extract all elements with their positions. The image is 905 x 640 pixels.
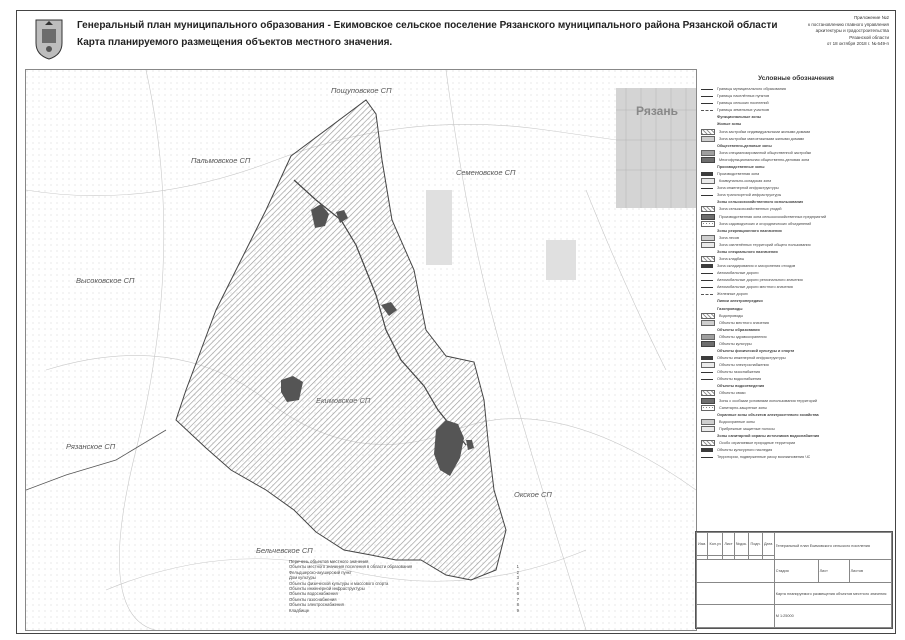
legend-label: Производственные зоны: [717, 164, 765, 169]
legend-label: Водоохранные зоны: [719, 419, 755, 424]
legend-item: [701, 185, 891, 191]
legend-label: Объекты водоснабжения: [717, 377, 762, 382]
stamp-sheet: Лист: [818, 560, 849, 583]
stamp-cell: Кол.уч: [708, 533, 723, 556]
legend-item: [701, 348, 891, 354]
approval-line: архитектуры и градостроительства: [815, 28, 889, 33]
legend-swatch: [701, 280, 713, 281]
legend-label: Зона инженерной инфраструктуры: [717, 186, 779, 191]
legend-label: Производственная зона: [717, 172, 760, 177]
legend-label: Зона застройки малоэтажными жилыми домами: [719, 136, 805, 141]
legend-swatch: [701, 299, 713, 303]
legend-label: Функциональные зоны: [717, 115, 762, 120]
legend-swatch: [701, 115, 713, 119]
legend-label: Жилые зоны: [717, 122, 742, 127]
legend-swatch: [701, 165, 713, 169]
approval-line: Приложение №2: [854, 15, 889, 20]
legend-swatch: [701, 250, 713, 254]
stamp-cell: Дата: [762, 533, 774, 556]
object-number: 5: [516, 586, 519, 592]
object-number: 8: [516, 602, 519, 608]
legend-label: Границы сельских поселений: [717, 101, 769, 106]
legend-item: [701, 86, 891, 92]
legend-label: Автомобильные дороги: [717, 271, 759, 276]
legend-label: Границы земельных участков: [717, 108, 770, 113]
legend-label: Прибрежные защитные полосы: [719, 426, 775, 431]
title-block: [695, 531, 893, 629]
legend-item: [701, 164, 891, 170]
coat-of-arms-icon: [33, 17, 65, 61]
legend-item: [701, 412, 891, 418]
object-name: Объекты инженерной инфраструктуры: [289, 586, 365, 592]
legend-swatch: [701, 320, 715, 326]
legend-swatch: [701, 221, 715, 227]
legend-item: [701, 206, 891, 212]
legend-item: [701, 433, 891, 439]
legend-swatch: [701, 307, 713, 311]
legend-item: [701, 136, 891, 142]
legend-item: [701, 220, 891, 226]
legend-swatch: [701, 384, 713, 388]
legend-item: [701, 93, 891, 99]
legend-swatch: [701, 89, 713, 90]
legend-swatch: [701, 206, 715, 212]
legend-label: Территории, подверженные риску возникновения ЧС: [717, 455, 811, 460]
legend-swatch: [701, 413, 713, 417]
legend-label: Коммунально-складская зона: [719, 179, 772, 184]
legend-item: [701, 199, 891, 205]
legend-item: [701, 100, 891, 106]
map-subtitle: Карта планируемого размещения объектов местного значения.: [77, 37, 393, 48]
legend-item: [701, 369, 891, 375]
neighbor-label-bottom-right: Окское СП: [514, 490, 552, 499]
legend-item: [701, 298, 891, 304]
legend-item: [701, 291, 891, 297]
neighbor-label-left: Высоковское СП: [76, 276, 135, 285]
legend-item: [701, 270, 891, 276]
map-title: Генеральный план муниципального образования - Екимовское сельское поселение Рязанского муниципального района Рязанской области: [77, 20, 778, 31]
legend-item: [701, 305, 891, 311]
legend-item: [701, 242, 891, 248]
legend-label: Зона садоводческих и огороднических объединений: [719, 221, 812, 226]
legend-swatch: [701, 398, 715, 404]
legend-item: [701, 263, 891, 269]
legend-item: [701, 320, 891, 326]
legend-swatch: [701, 256, 715, 262]
legend-item: [701, 114, 891, 120]
legend-swatch: [701, 103, 713, 104]
legend-item: [701, 405, 891, 411]
legend-swatch: [701, 379, 713, 380]
object-name: Объекты физической культуры и массового спорта: [289, 580, 389, 586]
legend-swatch: [701, 405, 715, 411]
legend-label: Зоны с особыми условиями использования территорий: [719, 398, 818, 403]
legend-swatch: [701, 362, 715, 368]
stamp-cell: Подп.: [749, 533, 762, 556]
legend-label: Объекты здравоохранения: [719, 334, 767, 339]
legend-label: Объекты местного значения: [719, 320, 769, 325]
legend-swatch: [701, 110, 713, 111]
legend-item: [701, 277, 891, 283]
legend-item: [701, 390, 891, 396]
legend-item: [701, 178, 891, 184]
objects-table: [289, 559, 519, 613]
legend-swatch: [701, 356, 713, 360]
stamp-sheets: Листов: [849, 560, 891, 583]
legend-swatch: [701, 390, 715, 396]
legend-swatch: [701, 419, 715, 425]
legend-label: Автомобильные дороги местного значения: [717, 285, 793, 290]
legend-label: Зона сельскохозяйственных угодий: [719, 207, 782, 212]
legend-item: [701, 426, 891, 432]
legend-label: Водопроводы: [719, 313, 744, 318]
object-name: Дом культуры: [289, 575, 316, 581]
legend-item: [701, 228, 891, 234]
legend-swatch: [701, 195, 713, 196]
object-number: 7: [516, 596, 519, 602]
map-canvas: [26, 70, 696, 630]
legend-swatch: [701, 294, 713, 295]
legend-label: Зона лесов: [719, 235, 740, 240]
legend-label: Границы муниципального образования: [717, 87, 786, 92]
legend-label: Объекты газоснабжения: [717, 370, 761, 375]
header: [17, 11, 895, 73]
legend-swatch: [701, 235, 715, 241]
legend-label: Зона складирования и захоронения отходов: [717, 264, 796, 269]
legend-label: Охранные зоны объектов электросетевого хозяйства: [717, 412, 819, 417]
stamp-cell: Лист: [723, 533, 735, 556]
legend-swatch: [701, 214, 715, 220]
legend-swatch: [701, 200, 713, 204]
legend-label: Объекты инженерной инфраструктуры: [717, 356, 786, 361]
legend-item: [701, 447, 891, 453]
object-number: 3: [516, 575, 519, 581]
legend-item: [701, 213, 891, 219]
legend-swatch: [701, 96, 713, 97]
legend-item: [701, 355, 891, 361]
legend-label: Санитарно-защитные зоны: [719, 405, 767, 410]
legend-swatch: [701, 372, 713, 373]
object-number: 9: [516, 607, 519, 613]
legend-item: [701, 284, 891, 290]
stamp-cell: №док.: [734, 533, 749, 556]
object-number: 4: [516, 580, 519, 586]
legend-label: Объекты культуры: [719, 341, 752, 346]
legend-label: Границы населённых пунктов: [717, 94, 770, 99]
legend-swatch: [701, 287, 713, 288]
legend-item: [701, 256, 891, 262]
stamp-cell: Изм.: [697, 533, 708, 556]
legend-title: Условные обозначения: [758, 75, 834, 82]
legend-label: Газопроводы: [717, 306, 743, 311]
object-number: 6: [516, 591, 519, 597]
legend-label: Зона транспортной инфраструктуры: [717, 193, 782, 198]
stamp-doc-name: Генеральный план Екимовского сельского поселения: [774, 533, 891, 560]
legend-swatch: [701, 448, 713, 452]
legend-item: [701, 397, 891, 403]
legend-item: [701, 440, 891, 446]
legend-item: [701, 376, 891, 382]
legend-label: Линии электропередачи: [717, 299, 763, 304]
legend-item: [701, 383, 891, 389]
legend-label: Объекты электроснабжения: [719, 363, 769, 368]
neighbor-label-bottom: Бельчевское СП: [256, 546, 313, 555]
legend-swatch: [701, 264, 713, 268]
stamp-scale: М 1:25000: [774, 605, 891, 628]
legend-swatch: [701, 440, 715, 446]
legend-swatch: [701, 178, 715, 184]
legend-item: [701, 327, 891, 333]
legend-swatch: [701, 426, 715, 432]
legend-label: Объекты культурного наследия: [717, 448, 773, 453]
object-name: Объекты электроснабжения: [289, 602, 344, 608]
map-area[interactable]: [25, 69, 697, 631]
neighbor-label-mid-right: Семеновское СП: [456, 168, 516, 177]
legend-label: Зона кладбищ: [719, 256, 745, 261]
legend-swatch: [701, 328, 713, 332]
legend-label: Объекты связи: [719, 391, 746, 396]
legend-swatch: [701, 150, 715, 156]
neighbor-label-bottom-left: Рязанское СП: [66, 442, 116, 451]
approval-note: [759, 15, 889, 48]
neighbor-label-top-left: Пальмовское СП: [191, 156, 251, 165]
legend-label: Многофункциональная общественно-деловая зона: [719, 157, 810, 162]
legend-label: Зона специализированной общественной застройки: [719, 150, 812, 155]
neighbor-label-top: Пощуповское СП: [331, 86, 392, 95]
legend-swatch: [701, 144, 713, 148]
legend-label: Производственная зона сельскохозяйственных предприятий: [719, 214, 827, 219]
legend-item: [701, 419, 891, 425]
legend-item: [701, 128, 891, 134]
legend-swatch: [701, 434, 713, 438]
legend-label: Зоны санитарной охраны источников водоснабжения: [717, 433, 820, 438]
city-label: Рязань: [636, 104, 678, 118]
legend-item: [701, 171, 891, 177]
legend-item: [701, 143, 891, 149]
legend-item: [701, 249, 891, 255]
object-name: Кладбище: [289, 607, 310, 613]
object-name: Объекты водоснабжения: [289, 591, 338, 597]
legend-item: [701, 454, 891, 460]
object-name: Объекты местного значения поселения в области образования: [289, 564, 413, 570]
objects-table-row: [289, 608, 519, 613]
legend-item: [701, 192, 891, 198]
legend-label: Зоны рекреационного назначения: [717, 228, 782, 233]
legend-label: Объекты водоотведения: [717, 384, 765, 389]
approval-line: к постановлению главного управления: [808, 21, 889, 27]
objects-table-rows: [289, 564, 519, 613]
object-number: 2: [516, 569, 519, 575]
objects-table-header: Перечень объектов местного значения: [289, 559, 369, 564]
settlement-name-label: Екимовское СП: [316, 396, 371, 405]
object-name: Объекты газоснабжения: [289, 596, 337, 602]
legend-swatch: [701, 341, 715, 347]
legend-swatch: [701, 334, 715, 340]
legend-label: Автомобильные дороги регионального значения: [717, 278, 803, 283]
legend-item: [701, 157, 891, 163]
legend-label: Объекты образования: [717, 327, 760, 332]
legend: [701, 69, 891, 509]
legend-label: Железные дороги: [717, 292, 749, 297]
legend-swatch: [701, 229, 713, 233]
legend-swatch: [701, 188, 713, 189]
approval-line: Рязанской области: [849, 34, 889, 40]
legend-swatch: [701, 349, 713, 353]
stamp-sheet-name: Карта планируемого размещения объектов местного значения: [774, 582, 891, 605]
legend-label: Зона застройки индивидуальными жилыми домами: [719, 129, 811, 134]
legend-item: [701, 313, 891, 319]
legend-label: Объекты физической культуры и спорта: [717, 348, 795, 353]
legend-item: [701, 334, 891, 340]
legend-item: [701, 235, 891, 241]
field-block: [546, 240, 576, 280]
approval-line: от 18 октября 2018 г. № 649-п: [826, 41, 889, 46]
legend-swatch: [701, 122, 713, 126]
map-sheet: [16, 10, 896, 634]
legend-swatch: [701, 457, 713, 458]
legend-item: [701, 121, 891, 127]
stamp-stage: Стадия: [774, 560, 818, 583]
legend-item: [701, 150, 891, 156]
legend-label: Зоны специального назначения: [717, 249, 778, 254]
legend-swatch: [701, 129, 715, 135]
field-block: [426, 190, 452, 265]
legend-swatch: [701, 273, 713, 274]
legend-list: [701, 86, 891, 460]
legend-label: Зоны сельскохозяйственного использования: [717, 200, 804, 205]
legend-swatch: [701, 242, 715, 248]
object-number: 1: [516, 564, 519, 570]
legend-swatch: [701, 136, 715, 142]
legend-item: [701, 341, 891, 347]
legend-label: Общественно-деловые зоны: [717, 143, 772, 148]
legend-swatch: [701, 157, 715, 163]
legend-item: [701, 362, 891, 368]
legend-item: [701, 107, 891, 113]
object-name: Фельдшерско-акушерский пункт: [289, 569, 352, 575]
legend-label: Зона озеленённых территорий общего пользования: [719, 242, 811, 247]
legend-label: Особо охраняемые природные территории: [719, 441, 796, 445]
legend-swatch: [701, 313, 715, 319]
legend-swatch: [701, 172, 713, 176]
